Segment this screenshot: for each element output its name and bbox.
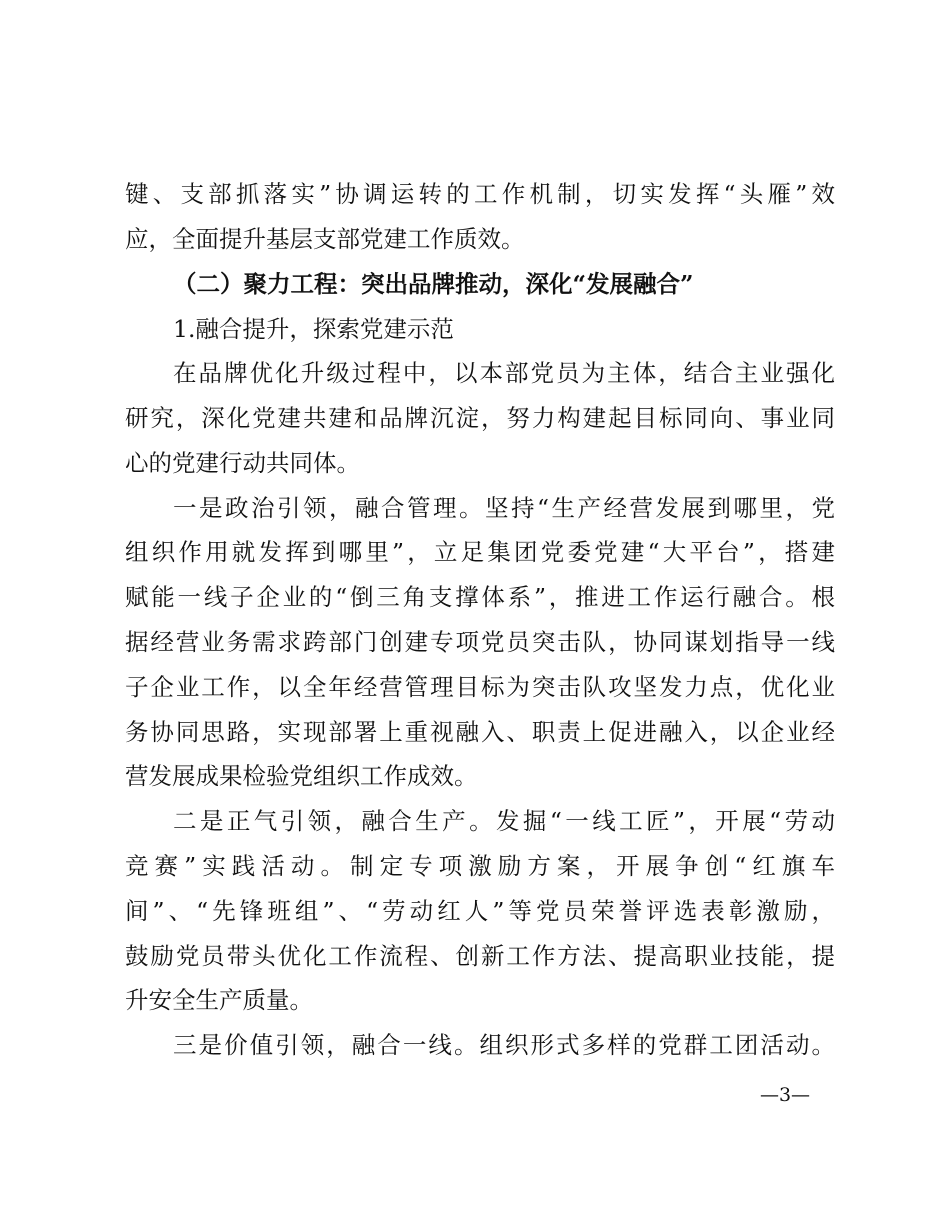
paragraph-line-5: 在品牌优化升级过程中，以本部党员为主体，结合主业强化 — [173, 359, 835, 387]
page-number: —3— — [759, 1084, 811, 1106]
paragraph-line-20: 三是价值引领，融合一线。组织形式多样的党群工团活动。 — [173, 1031, 835, 1059]
paragraph-line-11: 据经营业务需求跨部门创建专项党员突击队，协同谋划指导一线 — [125, 628, 835, 656]
paragraph-line-13: 务协同思路，实现部署上重视融入、职责上促进融入，以企业经 — [125, 718, 835, 746]
paragraph-line-7: 心的党建行动共同体。 — [125, 449, 360, 477]
paragraph-line-8: 一是政治引领，融合管理。坚持“生产经营发展到哪里，党 — [173, 494, 835, 522]
paragraph-line-17: 间”、“先锋班组”、“劳动红人”等党员荣誉评选表彰激励， — [125, 897, 835, 925]
paragraph-line-19: 升安全生产质量。 — [125, 986, 313, 1014]
section-heading: （二）聚力工程：突出品牌推动，深化“发展融合” — [173, 270, 694, 298]
paragraph-line-16: 竞赛”实践活动。制定专项激励方案，开展争创“红旗车 — [125, 852, 835, 880]
subsection-heading: 1.融合提升，探索党建示范 — [173, 315, 454, 343]
paragraph-line-15: 二是正气引领，融合生产。发掘“一线工匠”，开展“劳动 — [173, 807, 835, 835]
paragraph-line-9: 组织作用就发挥到哪里”，立足集团党委党建“大平台”，搭建 — [125, 538, 835, 566]
paragraph-line-14: 营发展成果检验党组织工作成效。 — [125, 762, 478, 790]
paragraph-line-18: 鼓励党员带头优化工作流程、创新工作方法、提高职业技能，提 — [125, 942, 835, 970]
paragraph-line-1: 键、支部抓落实”协调运转的工作机制，切实发挥“头雁”效 — [125, 180, 835, 208]
paragraph-line-12: 子企业工作，以全年经营管理目标为突击队攻坚发力点，优化业 — [125, 673, 835, 701]
paragraph-line-10: 赋能一线子企业的“倒三角支撑体系”，推进工作运行融合。根 — [125, 583, 835, 611]
paragraph-line-6: 研究，深化党建共建和品牌沉淀，努力构建起目标同向、事业同 — [125, 404, 835, 432]
paragraph-line-2: 应，全面提升基层支部党建工作质效。 — [125, 225, 525, 253]
